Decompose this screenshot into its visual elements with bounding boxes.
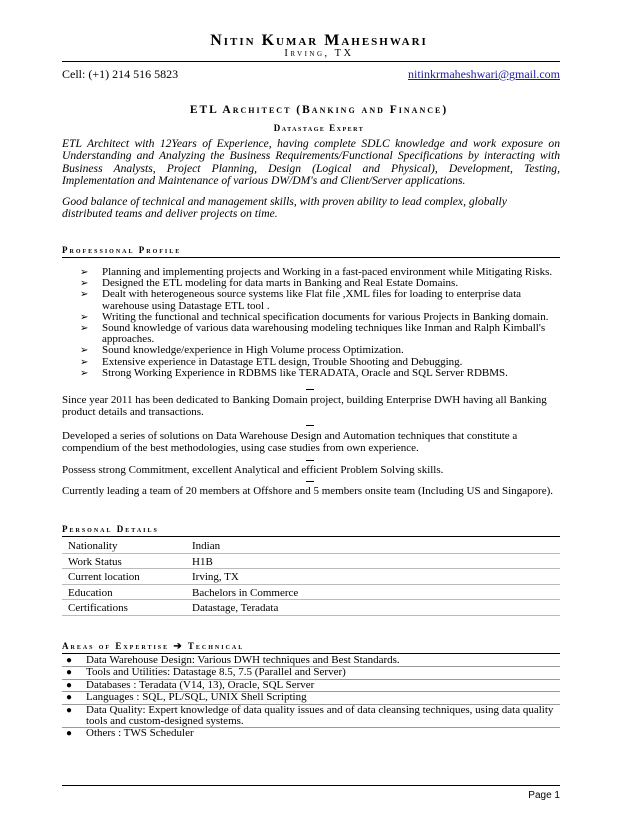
profile-list: [80, 267, 560, 379]
disc-bullet-icon: ●: [66, 667, 73, 679]
expertise-heading-left: Areas of Expertise: [62, 641, 170, 651]
list-item: ● Databases : Teradata (V14, 13), Oracle, SQL Server: [62, 680, 560, 692]
disc-bullet-icon: ●: [66, 655, 73, 666]
summary-paragraph-2: Good balance of technical and management skills, with proven ability to lead complex, globally distributed teams and deliver projects on time.: [62, 195, 507, 221]
list-item: ● Tools and Utilities: Datastage 8.5, 7.5 (Parallel and Server): [62, 667, 560, 679]
detail-label: Education: [68, 586, 113, 599]
list-item: ● Data Warehouse Design: Various DWH techniques and Best Standards.: [62, 655, 560, 667]
list-item: ➢ Dealt with heterogeneous source systems like Flat file ,XML files for loading to enterprise data warehouse using Datastage ETL tool .: [80, 288, 522, 312]
detail-value: Bachelors in Commerce: [192, 586, 299, 599]
list-item: ➢ Sound knowledge/experience in High Volume process Optimization.: [80, 344, 404, 357]
separator-dash: [306, 425, 314, 426]
disc-bullet-icon: ●: [66, 728, 73, 740]
header-divider: [62, 61, 560, 62]
profile-paragraph: Currently leading a team of 20 members at Offshore and 5 members onsite team (Including US and Singapore).: [62, 485, 553, 497]
list-item: ➢ Sound knowledge of various data warehousing modeling techniques like Inman and Ralph Kimball's approaches.: [80, 322, 546, 346]
profile-paragraph: Since year 2011 has been dedicated to Banking Domain project, building Enterprise DWH having all Banking product details and transactions.: [62, 394, 547, 418]
list-item: ● Languages : SQL, PL/SQL, UNIX Shell Scripting: [62, 692, 560, 704]
candidate-name: Nitin Kumar Maheshwari: [210, 32, 428, 49]
list-item: ➢ Designed the ETL modeling for data marts in Banking and Real Estate Domains.: [80, 277, 459, 290]
job-subtitle: Datastage Expert: [273, 123, 365, 133]
detail-label: Current location: [68, 571, 140, 583]
arrow-bullet-icon: ➢: [80, 356, 89, 368]
summary-paragraph: ETL Architect with 12Years of Experience, having complete SDLC knowledge and work exposure on Understanding and Analyzing the Business Requirements/Functional Specifications by interacting with Business Analysts, Project Planning, Design (Logical and Physical), Development, Testing, Implementation and Maintenance of various DW/DM's and Client/Server applications.: [62, 137, 560, 187]
row-divider: [62, 615, 560, 616]
section-heading-expertise: [62, 641, 244, 652]
right-arrow-icon: ➔: [173, 641, 184, 652]
arrow-bullet-icon: ➢: [80, 345, 89, 357]
job-title: ETL Architect (Banking and Finance): [189, 104, 449, 116]
disc-bullet-icon: ●: [66, 679, 73, 691]
separator-dash: [306, 481, 314, 482]
expertise-heading-right: Technical: [187, 641, 245, 651]
section-divider-profile: [62, 257, 560, 258]
list-item: ● Others : TWS Scheduler: [66, 727, 194, 740]
expertise-list: [62, 655, 560, 740]
email-link[interactable]: nitinkrmaheshwari@gmail.com: [407, 67, 560, 81]
table-row: [62, 600, 560, 616]
candidate-location: Irving, TX: [284, 48, 354, 59]
arrow-bullet-icon: ➢: [80, 323, 89, 335]
page-number: Page 1: [528, 790, 560, 801]
detail-value: Irving, TX: [192, 571, 239, 583]
disc-bullet-icon: ●: [66, 692, 73, 704]
separator-dash: [306, 460, 314, 461]
arrow-bullet-icon: ➢: [80, 267, 89, 278]
disc-bullet-icon: ●: [66, 704, 73, 716]
detail-label: Work Status: [68, 555, 122, 568]
section-divider-personal: [62, 536, 560, 537]
profile-paragraph: Developed a series of solutions on Data Warehouse Design and Automation techniques that constitute a compendium of the best methodologies, using case studies from own experience.: [62, 430, 518, 454]
list-item: ➢ Strong Working Experience in RDBMS like TERADATA, Oracle and SQL Server RDBMS.: [80, 366, 508, 379]
personal-details-table: [62, 538, 560, 616]
footer-divider: [62, 785, 560, 786]
separator-dash: [306, 389, 314, 390]
arrow-bullet-icon: ➢: [80, 311, 89, 323]
list-item: ➢ Extensive experience in Datastage ETL design, Trouble Shooting and Debugging.: [80, 355, 463, 368]
detail-value: Indian: [192, 540, 221, 552]
detail-value: H1B: [192, 555, 213, 568]
section-heading-personal: Personal Details: [62, 524, 159, 534]
arrow-bullet-icon: ➢: [80, 289, 89, 301]
list-item: ● Data Quality: Expert knowledge of data quality issues and of data cleansing techniques, using data quality tools and custom-designed systems.: [62, 705, 560, 729]
table-row: [62, 554, 560, 570]
detail-label: Certifications: [68, 602, 128, 614]
list-item: ➢ Planning and implementing projects and Working in a fast-paced environment while Mitigating Risks.: [80, 266, 553, 278]
table-row: [62, 569, 560, 585]
table-row: [62, 538, 560, 554]
detail-value: Datastage, Teradata: [192, 602, 279, 614]
detail-label: Nationality: [68, 540, 118, 552]
arrow-bullet-icon: ➢: [80, 278, 89, 290]
phone-number: Cell: (+1) 214 516 5823: [62, 67, 179, 81]
arrow-bullet-icon: ➢: [80, 367, 89, 379]
profile-paragraph: Possess strong Commitment, excellent Analytical and efficient Problem Solving skills.: [62, 464, 444, 476]
list-item: ➢ Writing the functional and technical specification documents for various Projects in Banking domain.: [80, 310, 549, 323]
table-row: [62, 585, 560, 601]
section-heading-profile: Professional Profile: [62, 245, 182, 255]
